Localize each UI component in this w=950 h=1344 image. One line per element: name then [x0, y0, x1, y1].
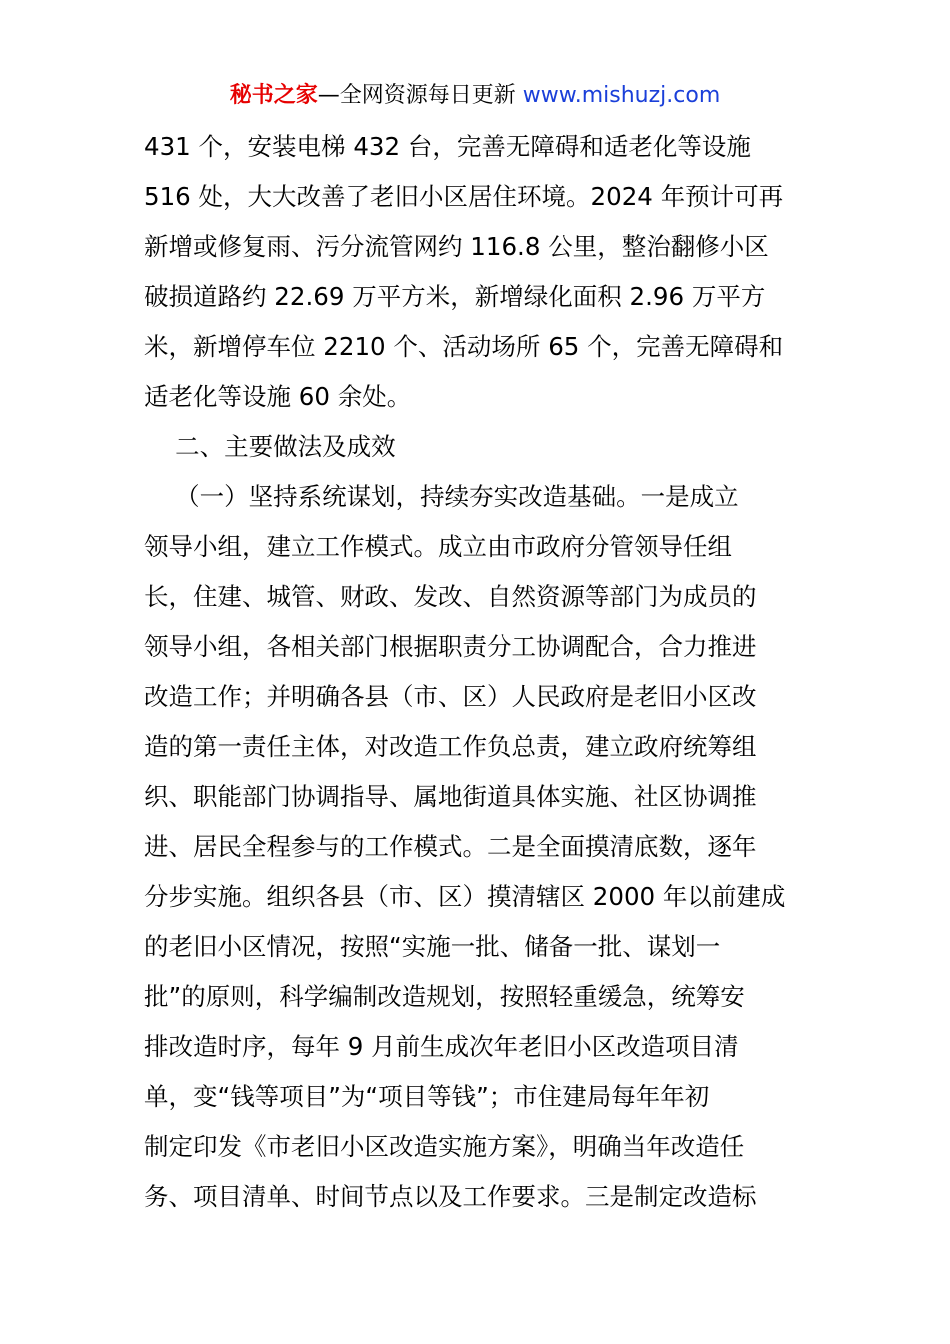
text-line: 新增或修复雨、污分流管网约 116.8 公里，整治翻修小区 — [144, 232, 769, 261]
document-body — [144, 122, 808, 1222]
text-line: 排改造时序，每年 9 月前生成次年老旧小区改造项目清 — [144, 1032, 739, 1061]
subsection-heading-line: （一）坚持系统谋划，持续夯实改造基础。一是成立 — [144, 482, 739, 511]
text-line: 米，新增停车位 2210 个、活动场所 65 个，完善无障碍和 — [144, 332, 784, 361]
text-line: 431 个，安装电梯 432 台，完善无障碍和适老化等设施 — [144, 132, 751, 161]
text-line: 务、项目清单、时间节点以及工作要求。三是制定改造标 — [144, 1182, 757, 1211]
text-line: 领导小组，建立工作模式。成立由市政府分管领导任组 — [144, 532, 732, 561]
text-line: 批”的原则，科学编制改造规划，按照轻重缓急，统筹安 — [144, 982, 745, 1011]
text-line: 单，变“钱等项目”为“项目等钱”；市住建局每年年初 — [144, 1082, 710, 1111]
text-line: 长，住建、城管、财政、发改、自然资源等部门为成员的 — [144, 582, 757, 611]
text-line: 造的第一责任主体，对改造工作负总责，建立政府统筹组 — [144, 732, 757, 761]
header-url-link[interactable]: www.mishuzj.com — [522, 83, 721, 108]
text-line: 进、居民全程参与的工作模式。二是全面摸清底数，逐年 — [144, 832, 757, 861]
text-line: 织、职能部门协调指导、属地街道具体实施、社区协调推 — [144, 782, 757, 811]
section-heading: 二、主要做法及成效 — [144, 432, 396, 461]
text-line: 领导小组，各相关部门根据职责分工协调配合，合力推进 — [144, 632, 757, 661]
header-tagline: —全网资源每日更新 — [317, 83, 523, 108]
text-line: 分步实施。组织各县（市、区）摸清辖区 2000 年以前建成 — [144, 882, 786, 911]
text-line: 516 处，大大改善了老旧小区居住环境。2024 年预计可再 — [144, 182, 784, 211]
text-line: 破损道路约 22.69 万平方米，新增绿化面积 2.96 万平方 — [144, 282, 766, 311]
header-brand: 秘书之家 — [229, 83, 318, 108]
text-line: 改造工作；并明确各县（市、区）人民政府是老旧小区改 — [144, 682, 757, 711]
watermark-header — [0, 81, 950, 111]
text-line: 的老旧小区情况，按照“实施一批、储备一批、谋划一 — [144, 932, 721, 961]
text-line: 适老化等设施 60 余处。 — [144, 382, 412, 411]
text-line: 制定印发《市老旧小区改造实施方案》，明确当年改造任 — [144, 1132, 745, 1161]
